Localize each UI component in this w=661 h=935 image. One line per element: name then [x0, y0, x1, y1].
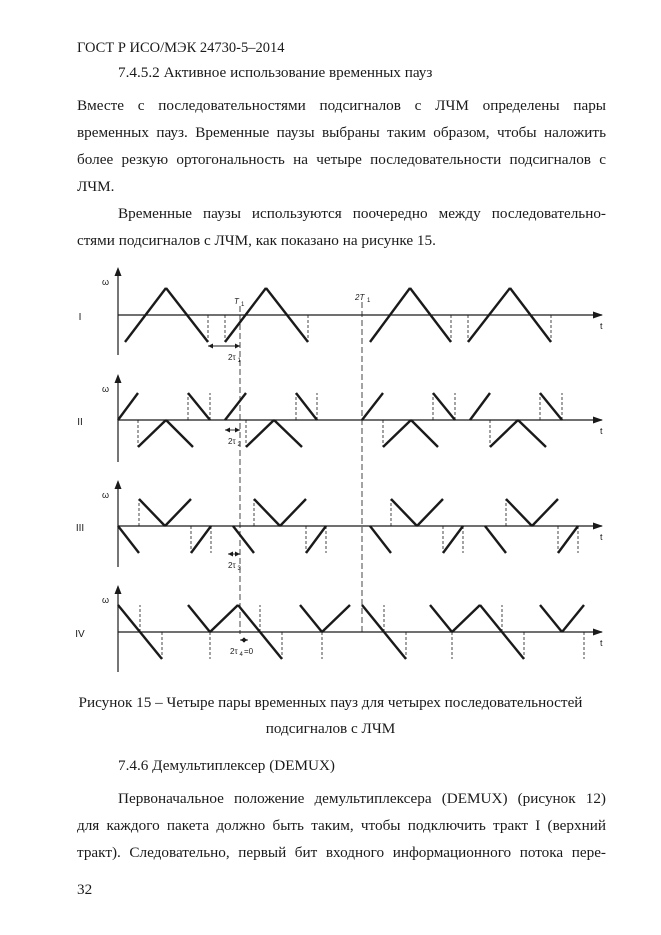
axis-arrow-up-icon [115, 585, 122, 594]
chirp-segment [430, 605, 452, 632]
t-label: t [600, 321, 603, 331]
chirp-segment [260, 632, 282, 659]
axis-arrow-up-icon [115, 374, 122, 383]
tau-arrow-icon [225, 428, 230, 433]
chirp-segment [274, 420, 302, 447]
chirp-segment [118, 526, 139, 553]
chirp-segment [417, 499, 443, 526]
axis-arrow-up-icon [115, 267, 122, 276]
tau-subscript-1: 1 [237, 358, 241, 364]
omega-label: ω [102, 277, 110, 287]
chirp-segment [118, 605, 140, 632]
section-heading-7-4-5-2: 7.4.5.2 Активное использование временных пауз [118, 64, 433, 81]
chirp-segment [188, 393, 210, 420]
omega-label: ω [102, 384, 110, 394]
tau-arrow-icon [243, 638, 248, 643]
chirp-segment [300, 605, 322, 632]
tau-arrow-icon [235, 344, 240, 349]
figure-caption-line-2: подсигналов с ЛЧМ [265, 720, 396, 737]
chirp-segment [433, 393, 455, 420]
chirp-segment [562, 605, 584, 632]
t-label: t [600, 426, 603, 436]
chirp-segment [118, 393, 138, 420]
chirp-segment [306, 526, 326, 553]
paragraph-line: Вместе с последовательностями подсигналов с ЛЧМ определены пары [77, 97, 606, 114]
paragraph-line: стями подсигналов с ЛЧМ, как показано на рисунке 15. [77, 232, 436, 249]
chirp-segment [502, 632, 524, 659]
chirp-segment [391, 499, 417, 526]
paragraph-line: тракт). Следовательно, первый бит входного информационного потока пере- [77, 844, 606, 861]
chirp-segment [165, 499, 191, 526]
axis-arrow-right-icon [593, 417, 603, 424]
chirp-segment [188, 605, 210, 632]
paragraph-line: ЛЧМ. [77, 178, 115, 195]
t-label: t [600, 532, 603, 542]
axis-arrow-right-icon [593, 523, 603, 530]
tau-label-2: 2τ [228, 437, 236, 446]
tau-label-1: 2τ [228, 353, 236, 362]
paragraph-line: Временные паузы используются поочередно между последовательно- [118, 205, 606, 222]
chirp-segment [254, 499, 280, 526]
paragraph-line: более резкую ортогональность на четыре последовательности подсигналов с [77, 151, 606, 168]
page-number: 32 [77, 881, 93, 898]
omega-label: ω [102, 595, 110, 605]
chirp-segment [362, 393, 383, 420]
axis-arrow-right-icon [593, 312, 603, 319]
tau-suffix: =0 [244, 647, 254, 656]
T2-label: 2T [355, 293, 365, 302]
chirp-segment [470, 393, 490, 420]
chirp-segment [166, 420, 193, 447]
chirp-segment [296, 393, 317, 420]
chirp-segment [480, 605, 502, 632]
chirp-segment [225, 393, 246, 420]
chirp-segment [280, 499, 306, 526]
chirp-segment [246, 420, 274, 447]
chirp-segment [518, 420, 546, 447]
chirp-segment [139, 499, 165, 526]
chirp-segment [558, 526, 578, 553]
tau-label-4: 2τ [230, 647, 238, 656]
chirp-segment [362, 605, 384, 632]
T1-label: T [234, 297, 239, 306]
axis-arrow-right-icon [593, 629, 603, 636]
chirp-segment [532, 499, 558, 526]
tau-label-3: 2τ [228, 561, 236, 570]
chirp-segment [322, 605, 350, 632]
section-heading-7-4-6: 7.4.6 Демультиплексер (DEMUX) [118, 757, 335, 774]
tau-arrow-icon [235, 552, 240, 557]
chirp-segment [540, 605, 562, 632]
chirp-segment [191, 526, 211, 553]
chirp-segment [490, 420, 518, 447]
tau-subscript-3: 3 [237, 566, 241, 572]
tau-subscript-4: 4 [239, 652, 243, 658]
chirp-segment [411, 420, 438, 447]
document-id: ГОСТ Р ИСО/МЭК 24730-5–2014 [77, 40, 285, 56]
tau-arrow-icon [228, 552, 233, 557]
t-label: t [600, 638, 603, 648]
row-label-3: III [75, 523, 85, 534]
paragraph-line: Первоначальное положение демультиплексера (DEMUX) (рисунок 12) [118, 790, 606, 807]
chirp-segment [506, 499, 532, 526]
paragraph-line: временных пауз. Временные паузы выбраны таким образом, чтобы наложить [77, 124, 606, 141]
figure-caption-line-1: Рисунок 15 – Четыре пары временных пауз для четырех последовательностей [78, 694, 583, 711]
chirp-segment [238, 605, 260, 632]
chirp-segment [138, 420, 166, 447]
omega-label: ω [102, 490, 110, 500]
tau-arrow-icon [235, 428, 240, 433]
T2-subscript: 1 [367, 298, 371, 304]
chirp-segment [370, 526, 391, 553]
chirp-segment [443, 526, 463, 553]
chirp-segment [233, 526, 254, 553]
chirp-segment [140, 632, 162, 659]
tau-subscript-2: 2 [237, 442, 241, 448]
row-label-1: I [78, 312, 82, 323]
paragraph-line: для каждого пакета должно быть таким, чтобы подключить тракт I (верхний [77, 817, 606, 834]
chirp-segment [540, 393, 562, 420]
chirp-segment [383, 420, 411, 447]
chirp-segment [384, 632, 406, 659]
T1-subscript: 1 [241, 302, 245, 308]
row-label-2: II [77, 417, 83, 428]
chirp-segment [452, 605, 480, 632]
axis-arrow-up-icon [115, 480, 122, 489]
figure-15-diagram [70, 262, 615, 682]
chirp-segment [210, 605, 238, 632]
chirp-segment [485, 526, 506, 553]
tau-arrow-icon [208, 344, 213, 349]
row-label-4: IV [75, 629, 85, 640]
